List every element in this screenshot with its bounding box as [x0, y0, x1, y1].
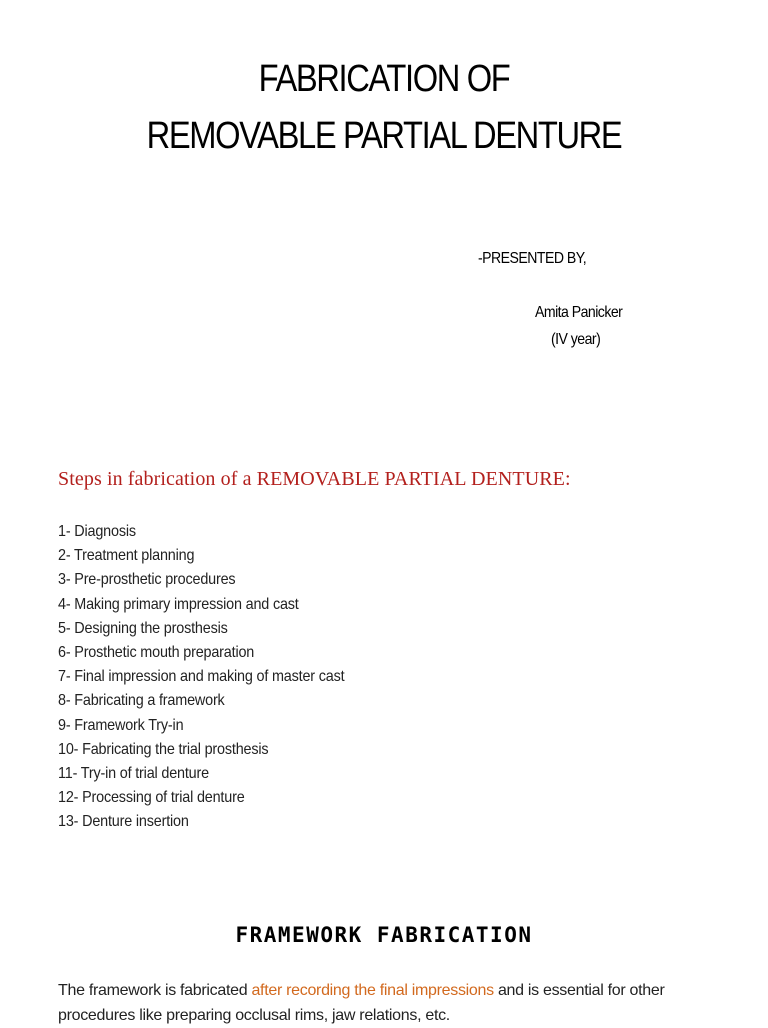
list-item: 1- Diagnosis	[58, 523, 136, 540]
framework-text-after: and is essential for other procedures like preparing occlusal rims, jaw relations, etc.	[58, 982, 665, 1024]
list-item: 2- Treatment planning	[58, 547, 195, 565]
document-title-line-2: REMOVABLE PARTIAL DENTURE	[146, 115, 622, 157]
framework-text-before: The framework is fabricated	[58, 982, 252, 999]
framework-heading: FRAMEWORK FABRICATION	[235, 923, 533, 947]
steps-heading: Steps in fabrication of a REMOVABLE PARTIAL DENTURE:	[58, 468, 571, 490]
list-item: 6- Prosthetic mouth preparation	[58, 643, 255, 661]
document-title-line-1: FABRICATION OF	[258, 58, 510, 100]
presented-by-label: -PRESENTED BY,	[478, 250, 587, 267]
list-item: 3- Pre-prosthetic procedures	[58, 571, 236, 589]
list-item: 11- Try-in of trial denture	[58, 764, 209, 782]
list-item: 7- Final impression and making of master cast	[58, 668, 345, 686]
steps-list	[58, 520, 376, 834]
list-item: 5- Designing the prosthesis	[58, 619, 228, 637]
framework-highlight: after recording the final impressions	[251, 982, 494, 999]
list-item: 10- Fabricating the trial prosthesis	[58, 740, 269, 758]
list-item: 4- Making primary impression and cast	[58, 595, 299, 613]
list-item: 9- Framework Try-in	[58, 716, 184, 734]
list-item: 12- Processing of trial denture	[58, 789, 245, 807]
list-item: 8- Fabricating a framework	[58, 692, 225, 710]
presenter-year: (IV year)	[551, 331, 601, 348]
presenter-name: Amita Panicker	[535, 304, 623, 321]
framework-paragraph	[58, 978, 718, 1028]
list-item: 13- Denture insertion	[58, 813, 189, 831]
